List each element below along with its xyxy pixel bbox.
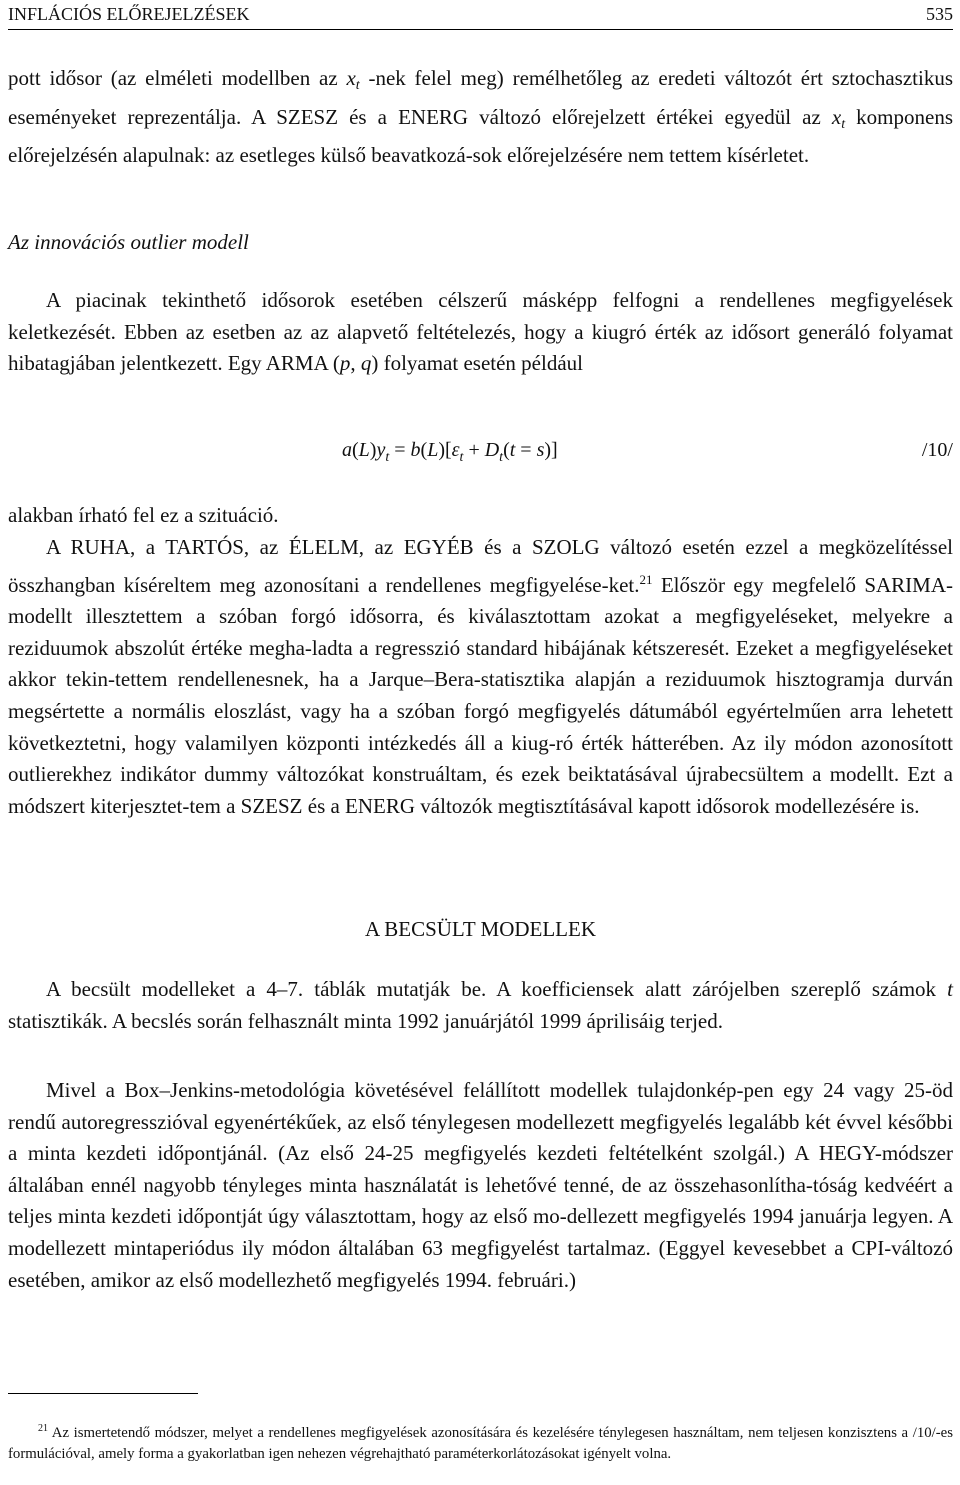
math-variable: x: [346, 66, 356, 90]
subheading: Az innovációs outlier modell: [8, 230, 249, 254]
paragraph-text: statisztikák. A becslés során felhasznált minta 1992 januárjától 1999 áprilisáig terjed.: [8, 1008, 723, 1033]
eq-plus: +: [463, 439, 485, 461]
eq-sub-t: t: [499, 450, 504, 465]
eq-paren: ): [369, 439, 377, 461]
paragraph-text: -nek felel meg) remélhetőleg az eredeti változót ért sztochasztikus eseményeket reprezentálja. A SZESZ és a ENERG változó előrejelzett értékei egyedül az: [8, 66, 953, 129]
eq-paren: (: [420, 439, 428, 461]
paragraph-text: A piacinak tekinthető idősorok esetében célszerű másképp felfogni a rendellenes megfigyelések keletkezését. Ebben az esetben az az alapvető feltételezés, hogy a kiugró érték az idősort generáló folyamat hibatagjában jelentkezett. Egy ARMA (: [8, 288, 953, 376]
paragraph-6: Mivel a Box–Jenkins-metodológia követésével felállított modellek tulajdonkép-pen egy 24 vagy 25-öd rendű autoregresszióval egyenértékűek, az első ténylegesen modellezett megfigyelés legalább két évvel későbbi a minta kezdeti időpontjánál. (Az első 24-25 megfigyelés kezdeti feltételként szolgál.) A HEGY-módszer általában ennél nagyobb tényleges minta használatát is lehetővé tenné, de az összehasonlítha-tóság kedvéért a teljes minta kezdeti időpontját úgy választottam, hogy az első mo-dellezett megfigyelés 1994 januárja legyen. A modellezett mintaperiódus ily módon általában 63 megfigyelést tartalmaz. (Eggyel kevesebbet a CPI-változó esetében, amikor az első modellezhető megfigyelés 1994. februári.): [8, 1078, 953, 1292]
math-variable: t: [947, 977, 953, 1001]
eq-bracket: )[: [438, 439, 452, 461]
footnote: [8, 1418, 953, 1465]
paragraph-2: [8, 285, 953, 380]
paragraph-4: [8, 532, 953, 822]
equation-number: /10/: [921, 439, 953, 461]
page-number: 535: [926, 4, 953, 24]
math-variable: q: [360, 351, 372, 376]
eq-bracket-close: )]: [544, 439, 558, 461]
paragraph-text: ) folyamat esetén például: [371, 351, 583, 376]
eq-D: D: [484, 439, 500, 461]
eq-y: y: [376, 439, 386, 461]
eq-a: a: [342, 439, 352, 461]
paragraph-text: Először egy megfelelő SARIMA-modellt illesztettem a szóban forgó idősorra, és kiválasztottam azokat a megfigyeléseket, melyekre a reziduumok abszolút értéke megha-ladta a regresszió standard hibájának kétszeresét. Ezeket a megfigyeléseket akkor tekin-tettem rendellenesnek, ha a Jarque–Bera-statisztika alapján a reziduumok hisztogramja durván megsértette a normális eloszlást, vagy ha a szóban forgó megfigyelés dátumából egyértelműen arra lehetett következtetni, hogy valamilyen központi intézkedés áll a kiug-ró érték hátterében. Az ily módon azonosított outlierekhez indikátor dummy változókat konstruáltam, és ezek beiktatásával újrabecsültem a modellt. Ezt a módszert kiterjesztet-tem a SZESZ és a ENERG változók megtisztításával kapott idősorok modellezésére is.: [8, 572, 954, 818]
eq-L: L: [358, 439, 370, 461]
eq-b: b: [410, 439, 421, 461]
comma: ,: [350, 351, 361, 376]
eq-t: t: [509, 439, 516, 461]
math-variable: x: [831, 104, 842, 129]
paragraph-text: komponens előrejelzésén alapulnak: az esetleges külső beavatkozá-sok előrejelzésére nem tettem kísérletet.: [8, 104, 953, 168]
equation: [342, 436, 558, 472]
eq-equals: =: [515, 439, 537, 461]
eq-equals: =: [389, 439, 411, 461]
running-header: [8, 3, 953, 30]
running-title: INFLÁCIÓS ELŐREJELZÉSEK: [8, 4, 250, 24]
paragraph-1: [8, 63, 953, 172]
eq-L: L: [427, 439, 439, 461]
math-variable: p: [339, 351, 351, 376]
eq-epsilon: ε: [451, 439, 460, 461]
math-subscript: t: [841, 116, 846, 132]
paragraph-5: [8, 974, 953, 1037]
eq-paren: (: [352, 439, 359, 461]
paragraph-text: pott idősor (az elméleti modellben az: [8, 66, 347, 90]
eq-sub-t: t: [459, 450, 464, 465]
paragraph-3: alakban írható fel ez a szituáció.: [8, 503, 279, 527]
eq-sub-t: t: [385, 450, 390, 465]
paragraph-text: A RUHA, a TARTÓS, az ÉLELM, az EGYÉB és a SZOLG változó esetén ezzel a megközelítéssel összhangban kíséreltem meg azonosítani a rendellenes megfigyelése-ket.: [8, 535, 953, 597]
paragraph-text: A becsült modelleket a 4–7. táblák mutatják be. A koefficiensek alatt zárójelben szereplő számok: [46, 977, 948, 1001]
section-heading: A BECSÜLT MODELLEK: [364, 917, 597, 941]
footnote-mark: 21: [38, 1423, 48, 1434]
footnote-ref[interactable]: 21: [639, 571, 653, 587]
eq-s: s: [536, 439, 545, 461]
eq-paren: (: [503, 439, 510, 461]
math-subscript: t: [355, 78, 360, 93]
footnote-divider: [8, 1393, 198, 1394]
footnote-text: Az ismertetendő módszer, melyet a rendellenes megfigyelések azonosítására és kezelésére ténylegesen használtam, nem teljesen konzisztens a /10/-es formulációval, amely forma a gyakorlatban igen nehezen végrehajtható paraméterkorlátozásokat igényelt volna.: [8, 1425, 953, 1462]
